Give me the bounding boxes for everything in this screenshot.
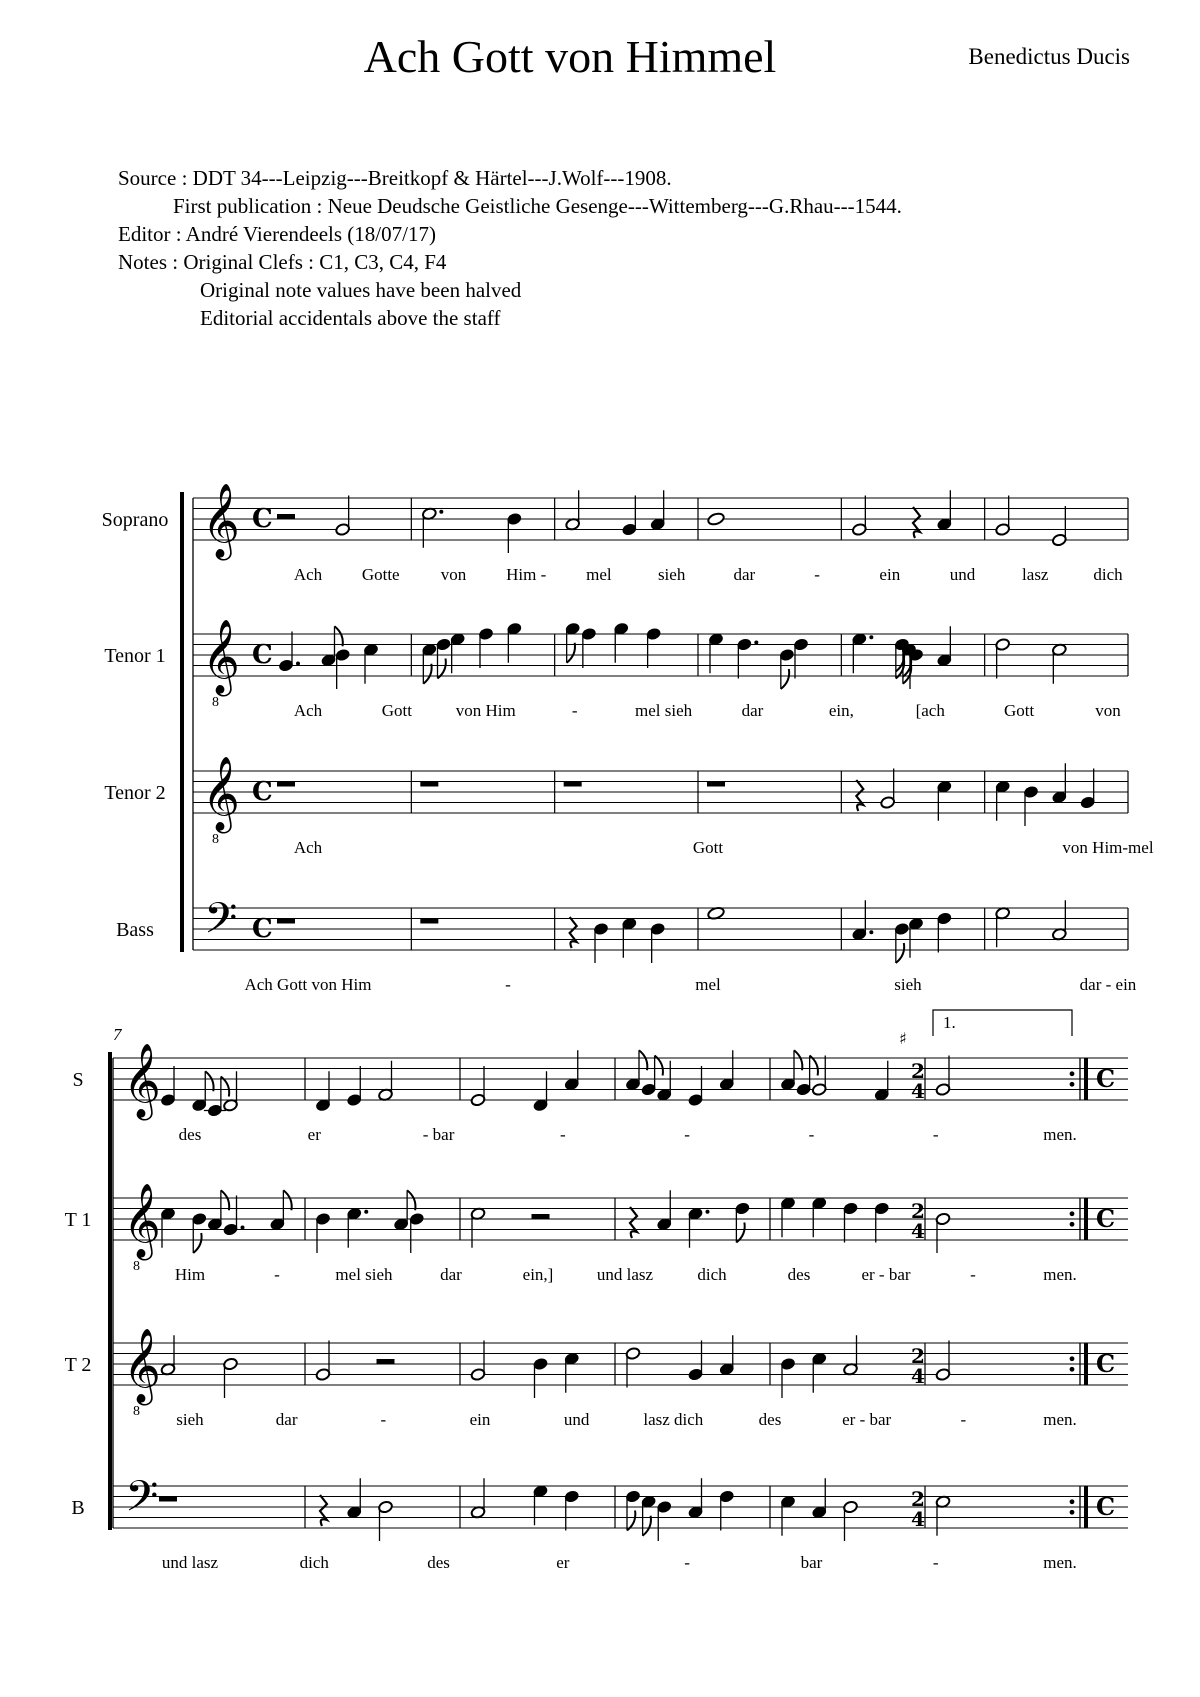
lyric-syllable: er - bar	[842, 1410, 892, 1429]
time-signature-change-top: 2	[911, 1344, 925, 1368]
whole-rest-icon	[420, 919, 438, 924]
source-note: Source : DDT 34---Leipzig---Breitkopf & Härtel---J.Wolf---1908.	[118, 166, 672, 190]
clefs-note: Notes : Original Clefs : C1, C3, C4, F4	[118, 250, 447, 274]
lyric-syllable: mel	[695, 975, 721, 994]
staff-label: S	[72, 1069, 84, 1091]
augmentation-dot	[869, 930, 873, 934]
lyric-syllable: des	[427, 1553, 450, 1572]
lyric-syllable: Gott	[381, 701, 413, 720]
first-publication-note: First publication : Neue Deudsche Geistliche Gesenge---Wittemberg---G.Rhau---1544.	[173, 194, 902, 218]
bass-clef-icon: 𝄢	[125, 1472, 159, 1532]
time-signature-change-top: 2	[911, 1487, 925, 1511]
lyric-syllable: von Him	[455, 701, 516, 720]
note-flag	[567, 643, 575, 663]
lyric-syllable: dich	[1093, 565, 1123, 584]
time-signature-change-bottom: 4	[911, 1507, 925, 1531]
half-rest-icon	[532, 1214, 550, 1219]
lyric-syllable: ein,	[828, 701, 854, 720]
octave-8-icon: 8	[212, 832, 219, 847]
time-signature-icon: C	[252, 640, 273, 670]
lyric-syllable: Ach	[293, 565, 323, 584]
augmentation-dot	[869, 635, 873, 639]
whole-rest-icon	[159, 1497, 177, 1502]
lyric-syllable: er	[307, 1125, 321, 1144]
lyric-syllable: mel sieh	[335, 1265, 393, 1284]
half-rest-icon	[377, 1359, 395, 1364]
lyric-syllable: und	[563, 1410, 590, 1429]
lyric-syllable: lasz	[1022, 565, 1049, 584]
lyric-syllable: dar	[733, 565, 756, 584]
lyric-syllable: Him -	[506, 565, 547, 584]
time-signature-change-bottom: 4	[911, 1219, 925, 1243]
note-flag	[283, 1190, 291, 1210]
lyric-syllable: -	[970, 1265, 976, 1284]
notehead	[707, 512, 725, 526]
time-signature-icon: C	[252, 914, 273, 944]
lyric-syllable: -	[960, 1410, 967, 1429]
time-signature-icon: C	[1096, 1204, 1116, 1233]
staff-label: T 1	[64, 1209, 92, 1231]
quarter-rest-icon	[630, 1207, 637, 1238]
quarter-rest-icon	[913, 507, 920, 538]
lyric-syllable: men.	[1043, 1553, 1077, 1572]
note-flag	[781, 669, 789, 689]
repeat-dot	[1070, 1082, 1075, 1087]
note-flag	[193, 1233, 201, 1253]
lyric-syllable: des	[787, 1265, 811, 1284]
note-flag	[407, 1190, 415, 1210]
lyric-syllable: lasz dich	[643, 1410, 704, 1429]
measure-number: 7	[113, 1025, 122, 1044]
augmentation-dot	[364, 1210, 368, 1214]
whole-rest-icon	[707, 782, 725, 787]
treble-clef-icon: 𝄞	[202, 757, 240, 831]
note-flag	[643, 1516, 651, 1536]
time-signature-change-top: 2	[911, 1199, 925, 1223]
repeat-dot	[1070, 1071, 1075, 1076]
lyric-syllable: und lasz	[596, 1265, 654, 1284]
note-flag	[794, 1050, 802, 1070]
treble-clef-icon: 𝄞	[123, 1329, 161, 1403]
time-signature-change-bottom: 4	[911, 1364, 925, 1388]
lyric-syllable: -	[684, 1553, 690, 1572]
lyric-syllable: des	[178, 1125, 202, 1144]
lyric-syllable: dar - ein	[1079, 975, 1137, 994]
lyric-syllable: men.	[1043, 1410, 1077, 1429]
note-flag	[896, 943, 904, 963]
lyric-syllable: er	[556, 1553, 570, 1572]
time-signature-icon: C	[252, 777, 273, 807]
augmentation-dot	[754, 641, 758, 645]
lyric-syllable: ein	[469, 1410, 491, 1429]
staff-label: Soprano	[101, 509, 169, 531]
repeat-dot	[1070, 1222, 1075, 1227]
lyric-syllable: sieh	[894, 975, 922, 994]
lyric-syllable: von	[1095, 701, 1121, 720]
lyric-syllable: Gott	[692, 838, 724, 857]
half-rest-icon	[277, 514, 295, 519]
editor-note: Editor : André Vierendeels (18/07/17)	[118, 222, 436, 246]
lyric-syllable: -	[560, 1125, 566, 1144]
lyric-syllable: -	[505, 975, 511, 994]
composer-name: Benedictus Ducis	[968, 44, 1130, 69]
lyric-syllable: [ach	[915, 701, 945, 720]
note-flag	[335, 626, 343, 646]
lyric-syllable: -	[274, 1265, 280, 1284]
note-flag	[423, 664, 431, 684]
staff-label: B	[71, 1497, 85, 1519]
lyric-syllable: dich	[299, 1553, 329, 1572]
lyric-syllable: -	[571, 701, 578, 720]
lyric-syllable: dar	[275, 1410, 298, 1429]
lyric-syllable: -	[380, 1410, 387, 1429]
staff-label: Tenor 2	[104, 782, 166, 804]
treble-clef-icon: 𝄞	[123, 1044, 161, 1118]
whole-rest-icon	[277, 919, 295, 924]
quarter-rest-icon	[856, 780, 863, 811]
quarter-rest-icon	[320, 1495, 327, 1526]
lyric-syllable: Gott	[1003, 701, 1035, 720]
quarter-rest-icon	[570, 917, 577, 948]
lyric-syllable: von	[440, 565, 467, 584]
repeat-dot	[1070, 1211, 1075, 1216]
time-signature-icon: C	[252, 504, 273, 534]
lyric-syllable: men.	[1043, 1125, 1077, 1144]
whole-rest-icon	[420, 782, 438, 787]
lyric-syllable: ein	[879, 565, 901, 584]
lyric-syllable: Ach	[293, 838, 323, 857]
accidentals-note: Editorial accidentals above the staff	[200, 306, 501, 330]
treble-clef-icon: 𝄞	[123, 1184, 161, 1258]
bass-clef-icon: 𝄢	[204, 894, 238, 954]
time-signature-change-bottom: 4	[911, 1079, 925, 1103]
lyric-syllable: des	[758, 1410, 782, 1429]
staff-label: T 2	[64, 1354, 92, 1376]
note-flag	[639, 1050, 647, 1070]
time-signature-change-top: 2	[911, 1059, 925, 1083]
whole-rest-icon	[277, 782, 295, 787]
augmentation-dot	[241, 1226, 245, 1230]
lyric-syllable: ein,]	[522, 1265, 554, 1284]
lyric-syllable: -	[932, 1553, 939, 1572]
lyric-syllable: mel sieh	[634, 701, 693, 720]
augmentation-dot	[439, 510, 443, 514]
volta-number: 1.	[943, 1013, 956, 1032]
lyric-syllable: Ach Gott von Him	[244, 975, 372, 994]
lyric-syllable: Gotte	[361, 565, 400, 584]
time-signature-icon: C	[1096, 1064, 1116, 1093]
lyric-syllable: er - bar	[861, 1265, 911, 1284]
augmentation-dot	[706, 1210, 710, 1214]
lyric-syllable: -	[684, 1125, 690, 1144]
lyric-syllable: men.	[1043, 1265, 1077, 1284]
lyric-syllable: dar	[741, 701, 764, 720]
lyric-syllable: von Him-mel	[1062, 838, 1154, 857]
lyric-syllable: -	[932, 1125, 939, 1144]
staff-label: Tenor 1	[104, 645, 166, 667]
repeat-dot	[1070, 1367, 1075, 1372]
lyric-syllable: -	[814, 565, 820, 584]
time-signature-icon: C	[1096, 1349, 1116, 1378]
treble-clef-icon: 𝄞	[202, 484, 240, 558]
note-values-note: Original note values have been halved	[200, 278, 522, 302]
whole-rest-icon	[564, 782, 582, 787]
repeat-dot	[1070, 1510, 1075, 1515]
lyric-syllable: bar	[800, 1553, 823, 1572]
repeat-dot	[1070, 1356, 1075, 1361]
lyric-syllable: sieh	[657, 565, 686, 584]
time-signature-icon: C	[1096, 1492, 1116, 1521]
lyric-syllable: - bar	[422, 1125, 455, 1144]
octave-8-icon: 8	[133, 1404, 140, 1419]
augmentation-dot	[296, 662, 300, 666]
lyric-syllable: mel	[586, 565, 612, 584]
lyric-syllable: dich	[697, 1265, 727, 1284]
sharp-accidental-icon: ♯	[899, 1029, 907, 1048]
lyric-syllable: dar	[440, 1265, 462, 1284]
octave-8-icon: 8	[212, 695, 219, 710]
lyric-syllable: sieh	[176, 1410, 204, 1429]
lyric-syllable: und lasz	[161, 1553, 219, 1572]
piece-title: Ach Gott von Himmel	[363, 31, 777, 82]
repeat-dot	[1070, 1499, 1075, 1504]
lyric-syllable: -	[808, 1125, 815, 1144]
note-flag	[205, 1071, 213, 1091]
note-flag	[221, 1190, 229, 1210]
staff-label: Bass	[116, 919, 154, 941]
octave-8-icon: 8	[133, 1259, 140, 1274]
treble-clef-icon: 𝄞	[202, 620, 240, 694]
lyric-syllable: Ach	[293, 701, 323, 720]
lyric-syllable: Him	[174, 1265, 206, 1284]
lyric-syllable: und	[949, 565, 976, 584]
